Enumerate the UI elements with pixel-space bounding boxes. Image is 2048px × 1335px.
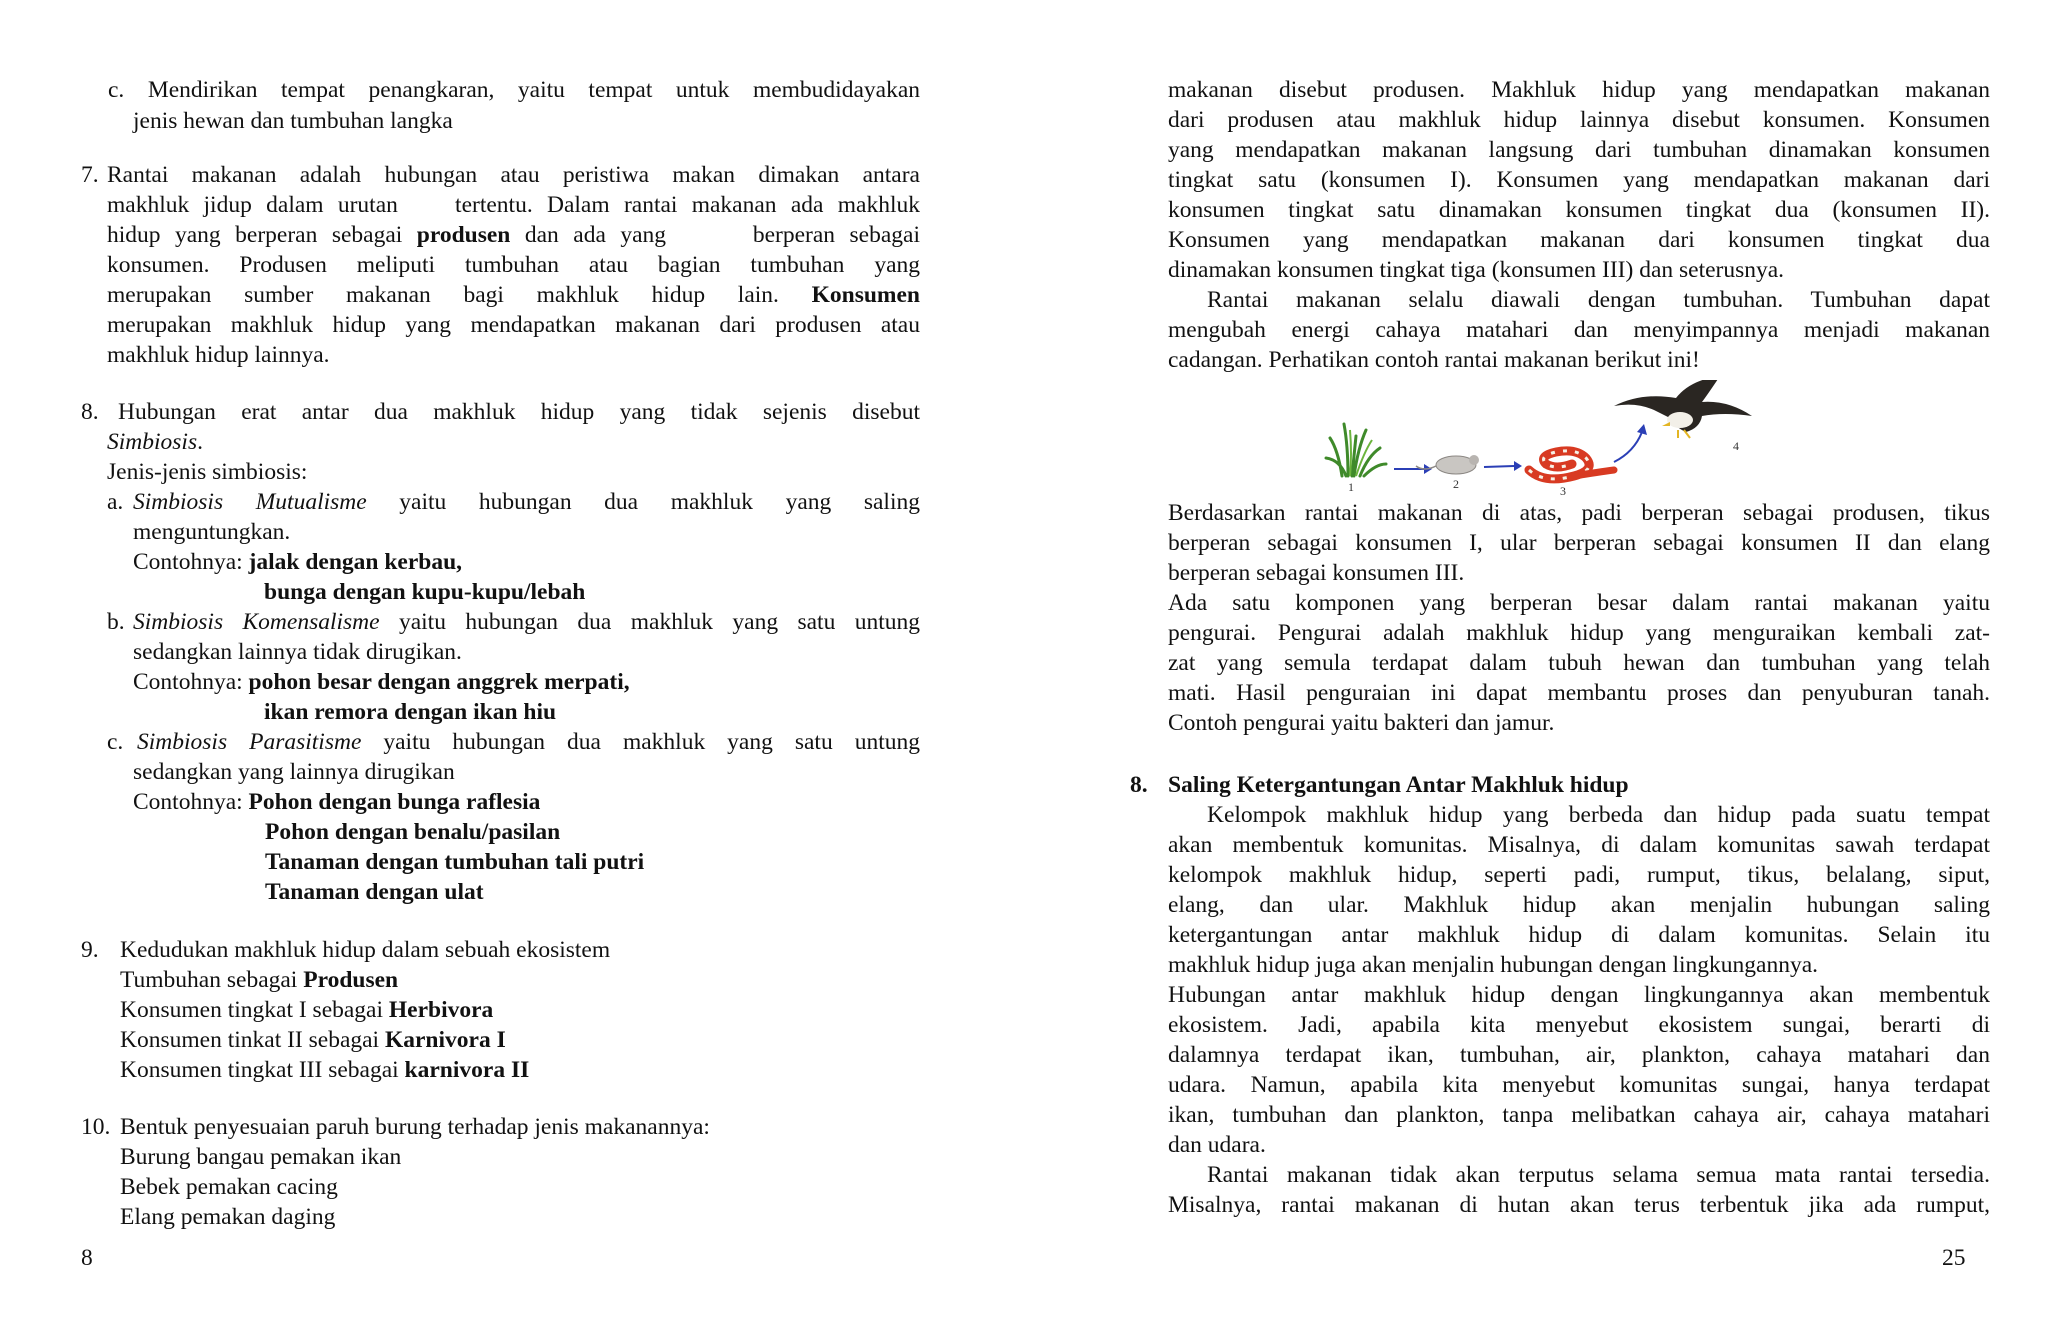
section-number: 8. xyxy=(1130,772,1148,798)
text-line: Misalnya, rantai makanan di hutan akan terus terbentuk jika ada rumput, xyxy=(1168,1192,1990,1218)
text-line: merupakan makhluk hidup yang mendapatkan makanan dari produsen atau xyxy=(107,312,920,338)
arrow-icon xyxy=(1614,424,1647,462)
text-line: Pohon dengan benalu/pasilan xyxy=(265,819,561,845)
chain-label: 4 xyxy=(1733,439,1739,453)
text-line: Berdasarkan rantai makanan di atas, padi berperan sebagai produsen, tikus xyxy=(1168,500,1990,526)
list-letter: a. xyxy=(107,489,124,515)
text-line: yang mendapatkan makanan langsung dari tumbuhan dinamakan konsumen xyxy=(1168,137,1990,163)
page-number: 25 xyxy=(1942,1245,1966,1271)
right-page xyxy=(1024,0,2048,1335)
text-line: Kedudukan makhluk hidup dalam sebuah ekosistem xyxy=(120,937,611,963)
arrow-icon xyxy=(1484,461,1522,471)
text-line: Simbiosis Parasitisme yaitu hubungan dua makhluk yang satu untung xyxy=(137,729,920,755)
text-line: berperan sebagai konsumen III. xyxy=(1168,560,1465,586)
text-line: mengubah energi cahaya matahari dan menyimpannya menjadi makanan xyxy=(1168,317,1990,343)
text-line: kelompok makhluk hidup, seperti padi, rumput, tikus, belalang, siput, xyxy=(1168,862,1990,888)
text-line: makhluk hidup lainnya. xyxy=(107,342,330,368)
text-line: ketergantungan antar makhluk hidup di dalam komunitas. Selain itu xyxy=(1168,922,1990,948)
text-line: bunga dengan kupu-kupu/lebah xyxy=(264,579,586,605)
text-line: Tanaman dengan ulat xyxy=(265,879,484,905)
text-line: Contohnya: Pohon dengan bunga raflesia xyxy=(133,789,541,815)
text-line: konsumen tingkat satu dinamakan konsumen tingkat dua (konsumen II). xyxy=(1168,197,1990,223)
text-line: Bentuk penyesuaian paruh burung terhadap jenis makanannya: xyxy=(120,1114,710,1140)
text-line: Konsumen tingkat III sebagai karnivora II xyxy=(120,1057,530,1083)
text-line: Bebek pemakan cacing xyxy=(120,1174,338,1200)
chain-label: 2 xyxy=(1453,477,1459,491)
page-number: 8 xyxy=(81,1245,93,1271)
text-line: Konsumen tingkat I sebagai Herbivora xyxy=(120,997,494,1023)
eagle-icon xyxy=(1614,380,1752,438)
grass-icon xyxy=(1326,424,1386,476)
text-line: mati. Hasil penguraian ini dapat membantu proses dan penyuburan tanah. xyxy=(1168,680,1990,706)
list-number: 8. xyxy=(81,399,99,425)
text-line: ekosistem. Jadi, apabila kita menyebut ekosistem sungai, berarti di xyxy=(1168,1012,1990,1038)
snake-icon xyxy=(1529,451,1614,479)
chain-label: 1 xyxy=(1348,480,1354,494)
text-line: sedangkan yang lainnya dirugikan xyxy=(133,759,455,785)
text-line: Hubungan antar makhluk hidup dengan lingkungannya akan membentuk xyxy=(1168,982,1990,1008)
text-line: Contohnya: pohon besar dengan anggrek merpati, xyxy=(133,669,630,695)
text-line: konsumen. Produsen meliputi tumbuhan atau bagian tumbuhan yang xyxy=(107,252,920,278)
text-line: Jenis-jenis simbiosis: xyxy=(107,459,308,485)
text-line: Tanaman dengan tumbuhan tali putri xyxy=(265,849,645,875)
food-chain-illustration xyxy=(1324,380,1794,500)
text-line: Tumbuhan sebagai Produsen xyxy=(120,967,399,993)
text-line: dan udara. xyxy=(1168,1132,1266,1158)
text-line: Simbiosis. xyxy=(107,429,203,455)
text-line: zat yang semula terdapat dalam tubuh hewan dan tumbuhan yang telah xyxy=(1168,650,1990,676)
text-line: sedangkan lainnya tidak dirugikan. xyxy=(133,639,462,665)
text-line: Burung bangau pemakan ikan xyxy=(120,1144,402,1170)
text-line: pengurai. Pengurai adalah makhluk hidup yang menguraikan kembali zat- xyxy=(1168,620,1990,646)
text-line: menguntungkan. xyxy=(133,519,291,545)
text-line: dari produsen atau makhluk hidup lainnya disebut konsumen. Konsumen xyxy=(1168,107,1990,133)
text-line: cadangan. Perhatikan contoh rantai makanan berikut ini! xyxy=(1168,347,1700,373)
text-line: Konsumen tinkat II sebagai Karnivora I xyxy=(120,1027,506,1053)
list-number: 7. xyxy=(81,162,99,188)
text-line: Rantai makanan adalah hubungan atau peristiwa makan dimakan antara xyxy=(107,162,920,188)
text-line: c. Mendirikan tempat penangkaran, yaitu tempat untuk membudidayakan xyxy=(108,77,920,103)
list-number: 9. xyxy=(81,937,99,963)
text-line: Elang pemakan daging xyxy=(120,1204,336,1230)
text-line: Ada satu komponen yang berperan besar dalam rantai makanan yaitu xyxy=(1168,590,1990,616)
text-line: ikan remora dengan ikan hiu xyxy=(264,699,557,725)
text-line: Konsumen yang mendapatkan makanan dari konsumen tingkat dua xyxy=(1168,227,1990,253)
text-line: elang, dan ular. Makhluk hidup akan menjalin hubungan saling xyxy=(1168,892,1990,918)
text-line: Kelompok makhluk hidup yang berbeda dan hidup pada suatu tempat xyxy=(1207,802,1990,828)
text-line: hidup yang berperan sebagai produsen dan ada yang berperan sebagai xyxy=(107,222,920,248)
list-number: 10. xyxy=(81,1114,111,1140)
text-line: makanan disebut produsen. Makhluk hidup yang mendapatkan makanan xyxy=(1168,77,1990,103)
text-line: Simbiosis Komensalisme yaitu hubungan dua makhluk yang satu untung xyxy=(133,609,920,635)
text-line: tingkat satu (konsumen I). Konsumen yang mendapatkan makanan dari xyxy=(1168,167,1990,193)
text-line: Contoh pengurai yaitu bakteri dan jamur. xyxy=(1168,710,1555,736)
text-line: berperan sebagai konsumen I, ular berperan sebagai konsumen II dan elang xyxy=(1168,530,1990,556)
text-line: dinamakan konsumen tingkat tiga (konsumen III) dan seterusnya. xyxy=(1168,257,1785,283)
text-line: merupakan sumber makanan bagi makhluk hidup lain. Konsumen xyxy=(107,282,920,308)
text-line: Simbiosis Mutualisme yaitu hubungan dua makhluk yang saling xyxy=(133,489,920,515)
text-line: ikan, tumbuhan dan plankton, tanpa melibatkan cahaya air, cahaya matahari xyxy=(1168,1102,1990,1128)
text-line: dalamnya terdapat ikan, tumbuhan, air, plankton, cahaya matahari dan xyxy=(1168,1042,1990,1068)
text-line: makhluk jidup dalam urutan tertentu. Dalam rantai makanan ada makhluk xyxy=(107,192,920,218)
list-letter: b. xyxy=(107,609,125,635)
text-line: akan membentuk komunitas. Misalnya, di dalam komunitas sawah terdapat xyxy=(1168,832,1990,858)
list-letter: c. xyxy=(107,729,124,755)
chain-label: 3 xyxy=(1560,484,1566,498)
text-line: Rantai makanan selalu diawali dengan tumbuhan. Tumbuhan dapat xyxy=(1207,287,1990,313)
text-line: jenis hewan dan tumbuhan langka xyxy=(133,108,453,134)
text-line: udara. Namun, apabila kita menyebut komunitas sungai, hanya terdapat xyxy=(1168,1072,1990,1098)
section-title: Saling Ketergantungan Antar Makhluk hidup xyxy=(1168,772,1629,798)
text-line: Rantai makanan tidak akan terputus selama semua mata rantai tersedia. xyxy=(1207,1162,1990,1188)
text-line: Hubungan erat antar dua makhluk hidup yang tidak sejenis disebut xyxy=(118,399,920,425)
text-line: makhluk hidup juga akan menjalin hubungan dengan lingkungannya. xyxy=(1168,952,1819,978)
text-line: Contohnya: jalak dengan kerbau, xyxy=(133,549,463,575)
